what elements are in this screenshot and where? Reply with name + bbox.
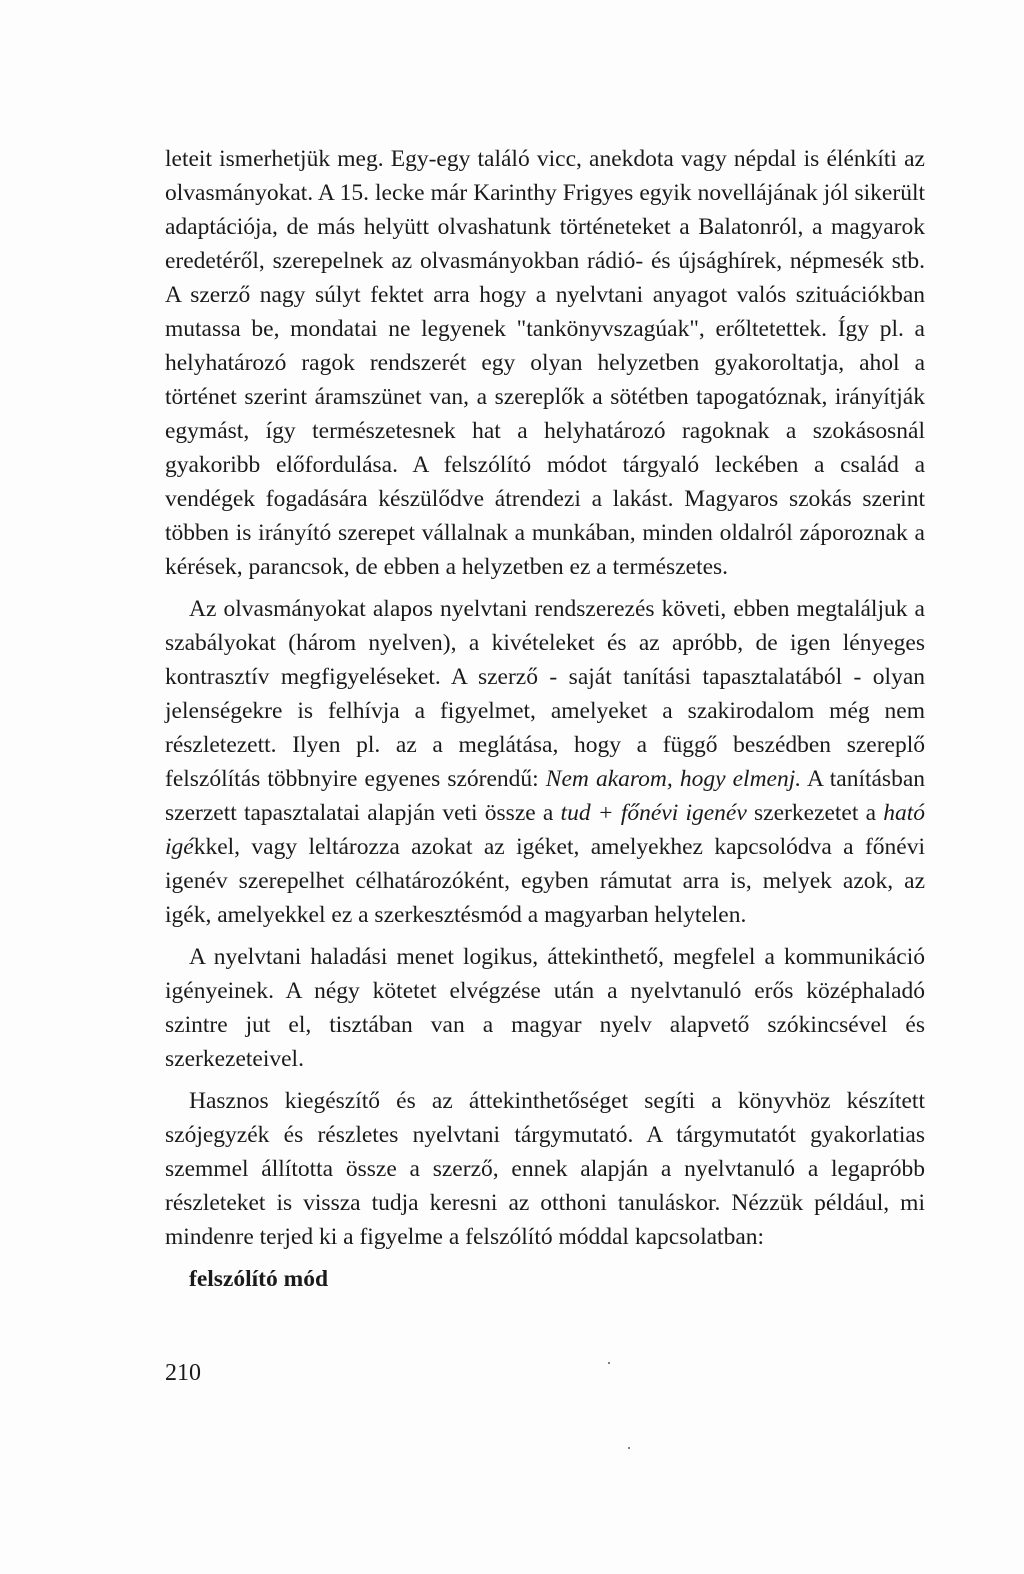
scan-speck (628, 1447, 630, 1449)
italic-segment: ható igé (165, 800, 925, 860)
scan-speck (608, 1362, 610, 1364)
paragraph-1 (165, 142, 925, 584)
text-segment: leteit ismerhetjük meg. Egy-egy találó vicc, anekdota vagy népdal is élénkíti az olvasmányokat. A 15. lecke már Karinthy Frigyes egyik novellájának jól sikerült adaptációja, de más helyütt olvashatunk történeteket a Balatonról, a magyarok eredetéről, szerepelnek az olvasmányokban rádió- és újsághírek, népmesék stb. A szerző nagy súlyt fektet arra hogy a nyelvtani anyagot valós szituációkban mutassa be, mondatai ne legyenek "tankönyvszagúak", erőltetettek. Így pl. a helyhatározó ragok rendszerét egy olyan helyzetben gyakoroltatja, ahol a történet szerint áramszünet van, a szereplők a sötétben tapogatóznak, irányítják egymást, így természetesnek hat a helyhatározó ragoknak a szokásosnál gyakoribb előfordulása. A felszólító módot tárgyaló leckében a család a vendégek fogadására készülődve átrendezi a lakást. Magyaros szokás szerint többen is irányító szerepet vállalnak a munkában, minden oldalról záporoznak a kérések, parancsok, de ebben a helyzetben ez a természetes. (165, 146, 925, 580)
page-number: 210 (165, 1360, 201, 1386)
text-segment: szerkezetet a (746, 800, 884, 826)
italic-segment: Nem akarom, hogy elmenj. (545, 766, 802, 792)
paragraph-4 (165, 1084, 925, 1254)
text-segment: A nyelvtani haladási menet logikus, áttekinthető, megfelel a kommunikáció igényeinek. A négy kötetet elvégzése után a nyelvtanuló erős középhaladó szintre jut el, tisztában van a magyar nyelv alapvető szókincsével és szerkezeteivel. (165, 944, 925, 1072)
text-segment: A tanításban szerzett tapasztalatai alapján veti össze a (165, 766, 926, 826)
text-segment: Hasznos kiegészítő és az áttekinthetőséget segíti a könyvhöz készített szójegyzék és részletes nyelvtani tárgymutató. A tárgymutatót gyakorlatias szemmel állította össze a szerző, ennek alapján a nyelvtanuló a legapróbb részleteket is vissza tudja keresni az otthoni tanuláskor. Nézzük például, mi mindenre terjed ki a figyelme a felszólító móddal kapcsolatban: (165, 1088, 925, 1250)
text-segment: Az olvasmányokat alapos nyelvtani rendszerezés követi, ebben megtaláljuk a szabályokat (három nyelven), a kivételeket és az apróbb, de igen lényeges kontrasztív megfigyeléseket. A szerző - saját tanítási tapasztalatából - olyan jelenségekre is felhívja a figyelmet, amelyeket a szakirodalom még nem részletezett. Ilyen pl. az a meglátása, hogy a függő beszédben szereplő felszólítás többnyire egyenes szórendű: (165, 596, 925, 792)
paragraph-3 (165, 940, 925, 1076)
section-heading: felszólító mód (189, 1266, 329, 1292)
italic-segment: tud + főnévi igenév (560, 800, 747, 826)
paragraph-2 (165, 592, 925, 932)
text-segment: kkel, vagy leltározza azokat az igéket, amelyekhez kapcsolódva a főnévi igenév szerepelhet célhatározóként, egyben rámutat arra is, melyek azok, az igék, amelyekkel ez a szerkesztésmód a magyarban helytelen. (165, 834, 925, 928)
body-text (165, 142, 925, 1296)
